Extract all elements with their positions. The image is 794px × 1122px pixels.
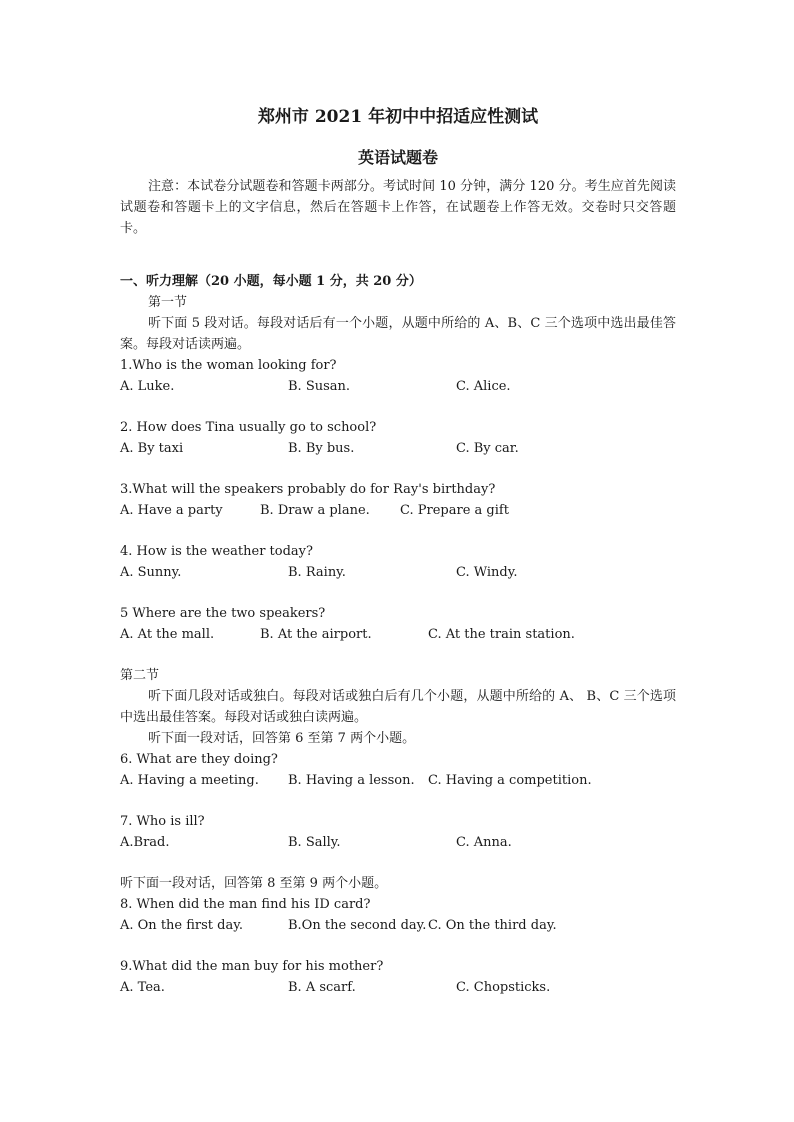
- option-b: B. Rainy.: [288, 565, 346, 580]
- option-a: A. Sunny.: [120, 565, 182, 580]
- question-text: 5 Where are the two speakers?: [120, 606, 326, 621]
- option-b: B. Susan.: [288, 379, 351, 394]
- option-c: C. Windy.: [456, 565, 518, 580]
- question-options: [120, 832, 676, 853]
- question-options: [120, 562, 676, 583]
- section1-instructions: 听下面 5 段对话。每段对话后有一个小题，从题中所给的 A、B、C 三个选项中选出最佳答案。每段对话读两遍。: [120, 316, 676, 352]
- option-a: A.Brad.: [120, 835, 170, 850]
- question-4: [120, 541, 676, 583]
- option-b: B. By bus.: [288, 441, 355, 456]
- option-b: B. A scarf.: [288, 980, 356, 995]
- section2-label: 第二节: [120, 668, 160, 683]
- option-a: A. Luke.: [120, 379, 175, 394]
- question-options: [120, 500, 676, 521]
- question-2: [120, 417, 676, 459]
- section2-sub-a: 听下面一段对话，回答第 6 至第 7 两个小题。: [148, 731, 416, 746]
- question-6: [120, 749, 676, 791]
- question-8: [120, 894, 676, 936]
- option-c: C. At the train station.: [428, 627, 575, 642]
- section2-instructions: 听下面几段对话或独白。每段对话或独白后有几个小题，从题中所给的 A、 B、C 三个选项中选出最佳答案。每段对话或独白读两遍。: [120, 689, 676, 725]
- question-options: [120, 770, 676, 791]
- part1-heading: 一、听力理解（20 小题，每小题 1 分，共 20 分）: [120, 274, 422, 289]
- option-b: B.On the second day.: [288, 918, 427, 933]
- option-c: C. Alice.: [456, 379, 511, 394]
- option-a: A. On the first day.: [120, 918, 243, 933]
- question-text: 1.Who is the woman looking for?: [120, 358, 337, 373]
- question-text: 4. How is the weather today?: [120, 544, 313, 559]
- option-b: B. Sally.: [288, 835, 341, 850]
- option-a: A. Tea.: [120, 980, 165, 995]
- question-9: [120, 956, 676, 998]
- option-b: B. Having a lesson.: [288, 773, 415, 788]
- option-b: B. Draw a plane.: [260, 503, 370, 518]
- exam-notice: 注意：本试卷分试题卷和答题卡两部分。考试时间 10 分钟，满分 120 分。考生应首先阅读试题卷和答题卡上的文字信息，然后在答题卡上作答，在试题卷上作答无效。交卷时只交答题卡。: [120, 179, 676, 236]
- option-a: A. Having a meeting.: [120, 773, 259, 788]
- question-3: [120, 479, 676, 521]
- question-text: 6. What are they doing?: [120, 752, 278, 767]
- question-options: [120, 376, 676, 397]
- question-text: 9.What did the man buy for his mother?: [120, 959, 384, 974]
- question-7: [120, 811, 676, 853]
- question-text: 8. When did the man find his ID card?: [120, 897, 371, 912]
- exam-title: 郑州市 2021 年初中中招适应性测试: [257, 107, 539, 127]
- exam-subtitle: 英语试题卷: [357, 148, 438, 167]
- option-c: C. By car.: [456, 441, 519, 456]
- question-1: [120, 355, 676, 397]
- section1-label: 第一节: [148, 295, 188, 310]
- question-options: [120, 624, 676, 645]
- option-c: C. Having a competition.: [428, 773, 592, 788]
- question-options: [120, 438, 676, 459]
- option-b: B. At the airport.: [260, 627, 372, 642]
- option-c: C. Anna.: [456, 835, 512, 850]
- question-text: 3.What will the speakers probably do for Ray's birthday?: [120, 482, 496, 497]
- option-a: A. Have a party: [120, 503, 223, 518]
- question-5: [120, 603, 676, 645]
- option-c: C. On the third day.: [428, 918, 557, 933]
- question-options: [120, 915, 676, 936]
- option-a: A. At the mall.: [120, 627, 215, 642]
- question-text: 2. How does Tina usually go to school?: [120, 420, 377, 435]
- option-a: A. By taxi: [120, 441, 184, 456]
- section2-sub-b: 听下面一段对话，回答第 8 至第 9 两个小题。: [120, 876, 388, 891]
- question-options: [120, 977, 676, 998]
- question-text: 7. Who is ill?: [120, 814, 205, 829]
- option-c: C. Chopsticks.: [456, 980, 551, 995]
- option-c: C. Prepare a gift: [400, 503, 509, 518]
